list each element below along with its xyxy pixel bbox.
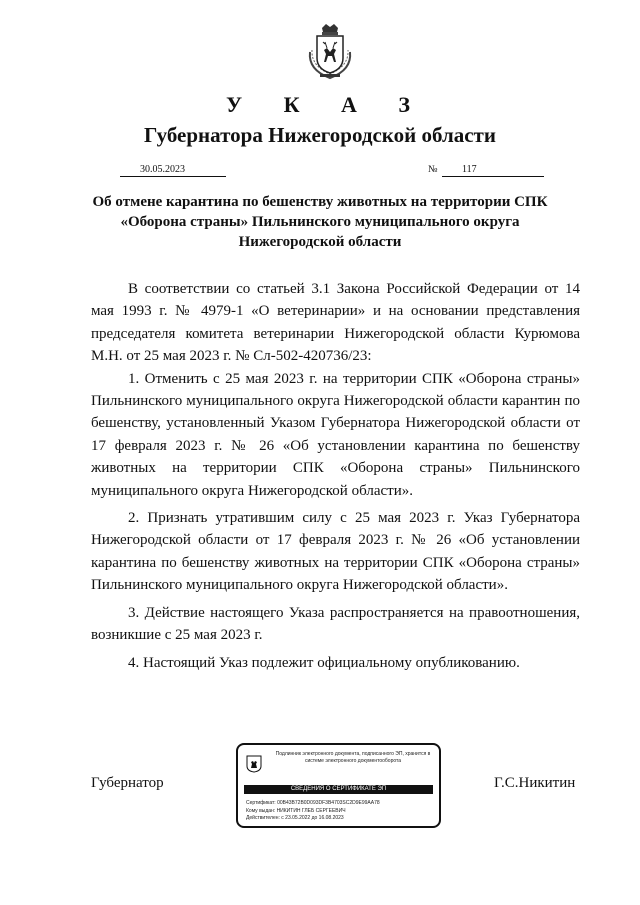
document-number: 117 (442, 164, 544, 177)
paragraph-item-3: 3. Действие настоящего Указа распространяется на правоотношения, возникшие с 25 мая 2023 г. (91, 604, 580, 644)
paragraph-preamble: В соответствии со статьей 3.1 Закона Российской Федерации от 14 мая 1993 г. № 4979-1 «О ветеринарии» и на основании представления председателя комитета ветеринарии Нижегородской области Курюмова М.Н. от 25 мая 2023 г. № Сл-502-420736/23: (91, 281, 580, 365)
stamp-emblem-icon (246, 755, 262, 773)
document-type-title: У К А З (225, 92, 429, 117)
stamp-details (246, 800, 380, 823)
coat-of-arms-emblem (300, 22, 360, 82)
electronic-signature-stamp (236, 743, 441, 828)
paragraph-item-1: 1. Отменить с 25 мая 2023 г. на территории СПК «Оборона страны» Пильнинского муниципального округа Нижегородской области карантин по бешенству, установленный Указом Губернатора Нижегородской области от 17 февраля 2023 г. № 26 «Об установлении карантина по бешенству животных на территории СПК «Оборона страны» Пильнинского муниципального округа Нижегородской области». (91, 370, 580, 499)
stamp-header-text: Подлинник электронного документа, подписанного ЭП, хранится в системе электронного документооборота (275, 751, 431, 764)
signatory-position: Губернатор (91, 775, 164, 791)
signatory-name: Г.С.Никитин (494, 775, 576, 791)
document-heading: Об отмене карантина по бешенству животных на территории СПК «Оборона страны» Пильнинского муниципального округа Нижегородской области (92, 194, 548, 250)
stamp-validity: Действителен: с 23.05.2022 до 16.08.2023 (246, 815, 344, 821)
document-date: 30.05.2023 (120, 164, 226, 177)
paragraph-item-4: 4. Настоящий Указ подлежит официальному опубликованию. (128, 654, 520, 671)
number-label: № (428, 164, 438, 175)
stamp-issued-to: Кому выдан: НИКИТИН ГЛЕБ СЕРГЕЕВИЧ (246, 807, 346, 814)
issuer-subtitle: Губернатора Нижегородской области (144, 123, 496, 147)
document-body (91, 278, 580, 674)
paragraph-item-2: 2. Признать утратившим силу с 25 мая 2023 г. Указ Губернатора Нижегородской области от 17 февраля 2023 г. № 26 «Об установлении карантина по бешенству животных на территории СПК «Оборона страны» Пильнинского муниципального округа Нижегородской области». (91, 510, 580, 594)
stamp-certificate: Сертификат: 00B43B72B0D093DF3B4703SC2D9E99AA78 (246, 800, 380, 806)
stamp-certificate-bar: СВЕДЕНИЯ О СЕРТИФИКАТЕ ЭП (244, 785, 433, 794)
